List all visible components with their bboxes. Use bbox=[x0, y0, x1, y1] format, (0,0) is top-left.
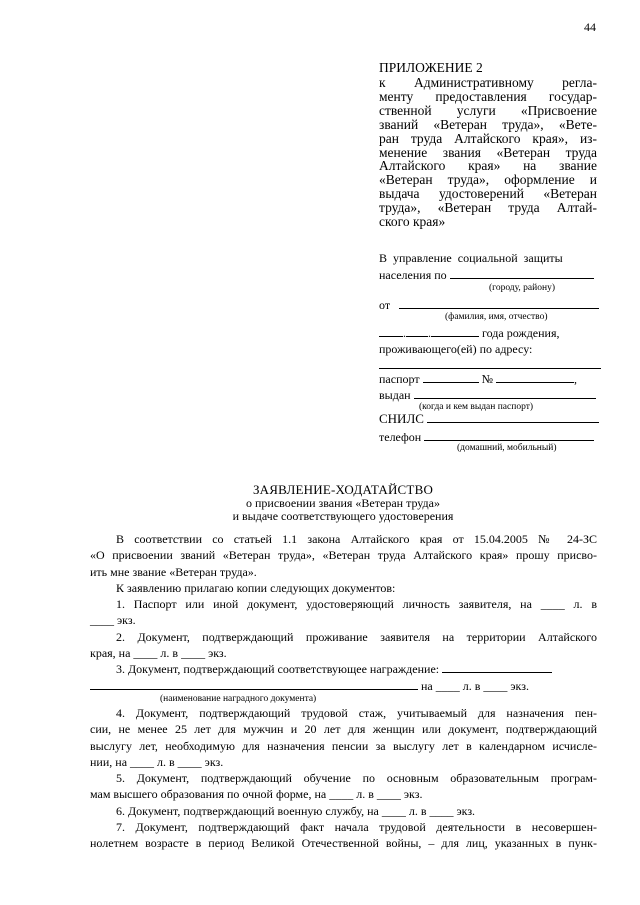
residing-label: проживающего(ей) по адресу: bbox=[379, 342, 533, 356]
attachment-item-7 bbox=[90, 819, 597, 852]
appendix-line: менение звания «Ветеран труда bbox=[379, 144, 597, 160]
passport-row: паспорт № , bbox=[379, 372, 578, 386]
phone-label: телефон bbox=[379, 430, 422, 444]
appendix-line: званий «Ветеран труда», «Вете- bbox=[379, 116, 597, 132]
appendix-line: выдача удостоверений «Ветеран bbox=[379, 186, 597, 202]
text-line: ить мне звание «Ветеран труда». bbox=[90, 564, 257, 579]
from-row bbox=[379, 296, 601, 312]
district-label: населения по bbox=[379, 268, 447, 282]
appendix-line: ственной услуги «Присвоение bbox=[379, 102, 597, 118]
text-line: В соответствии со статьей 1.1 закона Алтайского края от 15.04.2005 № 24-ЗС bbox=[116, 532, 597, 546]
text-line: края, на ____ л. в ____ экз. bbox=[90, 646, 227, 661]
addressee-line: В управление социальной защиты bbox=[379, 251, 563, 265]
text-line: 3. Документ, подтверждающий соответствующее награждение: bbox=[116, 662, 440, 677]
snils-field[interactable] bbox=[427, 410, 599, 423]
award-document-field-continued[interactable] bbox=[90, 678, 418, 690]
birth-label: года рождения, bbox=[482, 326, 560, 340]
issued-field[interactable] bbox=[414, 386, 596, 399]
attachments-label bbox=[90, 580, 597, 596]
appendix-line: Алтайского края» на звание bbox=[379, 158, 597, 174]
document-title: ЗАЯВЛЕНИЕ-ХОДАТАЙСТВО bbox=[252, 482, 434, 497]
text-line: 2. Документ, подтверждающий проживание заявителя на территории Алтайского bbox=[116, 629, 597, 644]
text-line: мам высшего образования по очной форме, на ____ л. в ____ экз. bbox=[90, 787, 423, 802]
attachment-item-6 bbox=[90, 803, 597, 819]
attachment-item-3 bbox=[90, 661, 597, 694]
text-line: нии, на ____ л. в ____ экз. bbox=[90, 754, 224, 769]
document-subtitle-1: о присвоении звания «Ветеран труда» bbox=[246, 495, 440, 510]
snils-row bbox=[379, 410, 601, 426]
phone-row bbox=[379, 428, 601, 444]
text-line: 7. Документ, подтверждающий факт начала трудовой деятельности в несовершен- bbox=[116, 820, 597, 835]
appendix-line: к Административному регла- bbox=[379, 75, 597, 90]
issued-hint: (когда и кем выдан паспорт) bbox=[419, 402, 534, 412]
appendix-line: менту предоставления государ- bbox=[379, 88, 597, 104]
text-line: 6. Документ, подтверждающий военную службу, на ____ л. в ____ экз. bbox=[116, 803, 476, 818]
district-field[interactable] bbox=[450, 266, 594, 279]
passport-label: паспорт bbox=[379, 372, 420, 386]
award-document-field[interactable] bbox=[442, 661, 552, 673]
district-hint: (городу, району) bbox=[489, 283, 555, 293]
text-line: 4. Документ, подтверждающий трудовой стаж, учитываемый для назначения пен- bbox=[116, 705, 597, 720]
intro-paragraph bbox=[90, 531, 597, 580]
text-line: нолетнем возрасте в период Великой Отечественной войны, – для лиц, указанных в пунк- bbox=[90, 836, 597, 851]
appendix-title: ПРИЛОЖЕНИЕ 2 bbox=[379, 60, 483, 75]
page-number: 44 bbox=[584, 20, 596, 34]
text-line: выслугу лет, необходимую для назначения пенсии за выслугу лет в календарном исчисле- bbox=[90, 738, 597, 753]
text-line: 5. Документ, подтверждающий обучение по основным образовательным програм- bbox=[116, 771, 597, 786]
passport-series-field[interactable] bbox=[423, 370, 479, 383]
snils-label: СНИЛС bbox=[379, 411, 424, 426]
appendix-line: ского края» bbox=[379, 214, 446, 230]
attachment-item-4 bbox=[90, 705, 597, 770]
birth-day-field[interactable] bbox=[379, 324, 403, 337]
text-line: на ____ л. в ____ экз. bbox=[421, 678, 529, 693]
issued-label: выдан bbox=[379, 388, 411, 402]
appendix-block bbox=[379, 61, 597, 229]
birth-month-field[interactable] bbox=[406, 324, 428, 337]
document-subtitle-2: и выдаче соответствующего удостоверения bbox=[232, 509, 454, 523]
text-line: ____ экз. bbox=[90, 613, 136, 628]
address-field[interactable] bbox=[379, 368, 601, 369]
full-name-field[interactable] bbox=[399, 296, 599, 309]
passport-number-label: № bbox=[481, 372, 494, 386]
phone-field[interactable] bbox=[424, 428, 594, 441]
award-document-hint: (наименование наградного документа) bbox=[160, 693, 317, 704]
full-name-hint: (фамилия, имя, отчество) bbox=[445, 312, 548, 322]
text-line: 1. Паспорт или иной документ, удостоверяющий личность заявителя, на ____ л. в bbox=[116, 597, 597, 612]
birth-year-field[interactable] bbox=[431, 324, 479, 337]
text-line: К заявлению прилагаю копии следующих документов: bbox=[116, 580, 396, 595]
issued-row bbox=[379, 386, 601, 402]
phone-hint: (домашний, мобильный) bbox=[457, 443, 557, 453]
from-label: от bbox=[379, 298, 391, 312]
birth-row: . . года рождения, bbox=[379, 324, 601, 340]
attachment-item-5 bbox=[90, 770, 597, 803]
appendix-line: ран труда Алтайского края», из- bbox=[379, 130, 597, 146]
attachment-item-2 bbox=[90, 629, 597, 662]
document-heading bbox=[90, 483, 596, 524]
district-row bbox=[379, 266, 601, 282]
application-body bbox=[90, 531, 597, 852]
passport-number-field[interactable] bbox=[496, 370, 574, 383]
text-line: «О присвоении званий «Ветеран труда», «Ветеран труда Алтайского края» прошу присво- bbox=[90, 548, 597, 563]
appendix-line: труда», «Ветеран труда Алтай- bbox=[379, 200, 597, 216]
appendix-line: «Ветеран труда», оформление и bbox=[379, 172, 597, 188]
text-line: сии, не менее 25 лет для мужчин и 20 лет для женщин или документ, подтверждающий bbox=[90, 722, 597, 737]
attachment-item-1 bbox=[90, 596, 597, 629]
